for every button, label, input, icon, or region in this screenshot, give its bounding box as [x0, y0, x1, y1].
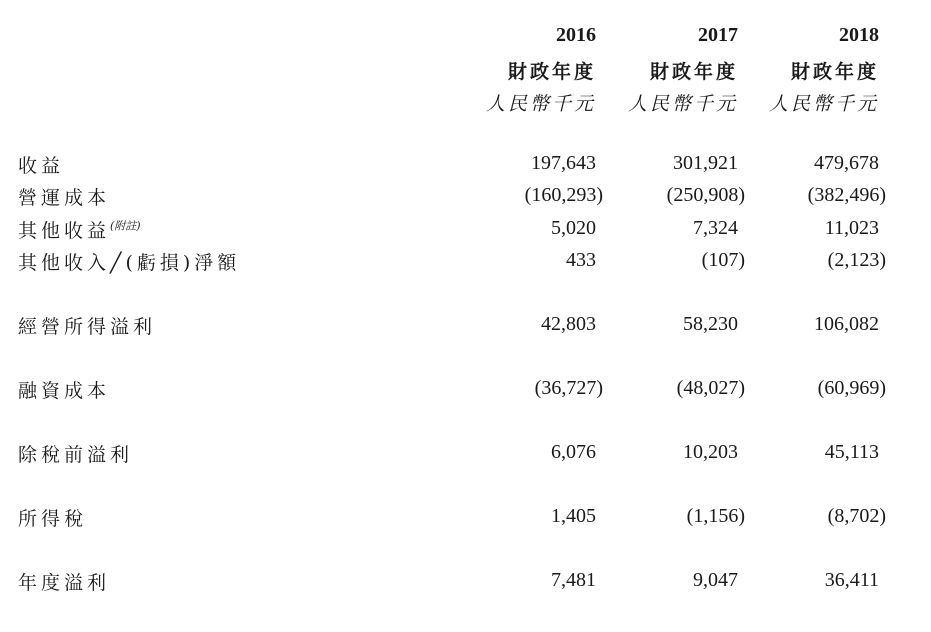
cell-operating-costs-2018: (382,496) [807, 184, 886, 206]
cell-operating-profit-2017: 58,230 [683, 313, 738, 335]
year-2016: 2016 [556, 24, 596, 46]
cell-income-tax-2018: (8,702) [827, 505, 886, 527]
fiscal-year-label-2016: 財政年度 [507, 61, 596, 83]
cell-profit-before-tax-2018: 45,113 [824, 441, 879, 463]
cell-other-gains-losses-2016: 433 [566, 249, 596, 271]
year-2018: 2018 [839, 24, 879, 46]
cell-finance-costs-2017: (48,027) [676, 377, 745, 399]
row-label-operating-costs: 營運成本 [18, 187, 111, 209]
currency-unit-2017: 人民幣千元 [627, 93, 738, 115]
cell-other-income-2017: 7,324 [693, 217, 738, 239]
cell-other-gains-losses-2017: (107) [701, 249, 745, 271]
cell-operating-costs-2017: (250,908) [666, 184, 745, 206]
cell-profit-before-tax-2016: 6,076 [551, 441, 596, 463]
row-label-profit-before-tax: 除稅前溢利 [18, 444, 134, 466]
cell-finance-costs-2016: (36,727) [534, 377, 603, 399]
currency-unit-2018: 人民幣千元 [768, 93, 879, 115]
fiscal-year-label-2017: 財政年度 [649, 61, 738, 83]
cell-revenue-2016: 197,643 [531, 152, 596, 174]
row-label-other-income [18, 216, 141, 243]
cell-profit-for-year-2016: 7,481 [551, 569, 596, 591]
cell-operating-profit-2018: 106,082 [814, 313, 879, 335]
row-label-operating-profit: 經營所得溢利 [18, 316, 157, 338]
cell-income-tax-2016: 1,405 [551, 505, 596, 527]
cell-other-gains-losses-2018: (2,123) [827, 249, 886, 271]
cell-profit-before-tax-2017: 10,203 [683, 441, 738, 463]
currency-unit-2016: 人民幣千元 [485, 93, 596, 115]
row-label-income-tax: 所得稅 [18, 508, 88, 530]
cell-operating-costs-2016: (160,293) [524, 184, 603, 206]
cell-revenue-2017: 301,921 [673, 152, 738, 174]
row-label-profit-for-year: 年度溢利 [18, 572, 111, 594]
cell-operating-profit-2016: 42,803 [541, 313, 596, 335]
year-2017: 2017 [698, 24, 738, 46]
row-label-other-gains-losses: 其他收入╱(虧損)淨額 [18, 252, 241, 274]
cell-profit-for-year-2018: 36,411 [824, 569, 879, 591]
cell-finance-costs-2018: (60,969) [817, 377, 886, 399]
cell-profit-for-year-2017: 9,047 [693, 569, 738, 591]
row-label-finance-costs: 融資成本 [18, 380, 111, 402]
note-reference: (附註) [110, 219, 141, 233]
cell-income-tax-2017: (1,156) [686, 505, 745, 527]
fiscal-year-label-2018: 財政年度 [790, 61, 879, 83]
cell-revenue-2018: 479,678 [814, 152, 879, 174]
row-label-other-income-text: 其他收益 [18, 220, 111, 242]
cell-other-income-2016: 5,020 [551, 217, 596, 239]
cell-other-income-2018: 11,023 [824, 217, 879, 239]
row-label-revenue: 收益 [18, 155, 65, 177]
